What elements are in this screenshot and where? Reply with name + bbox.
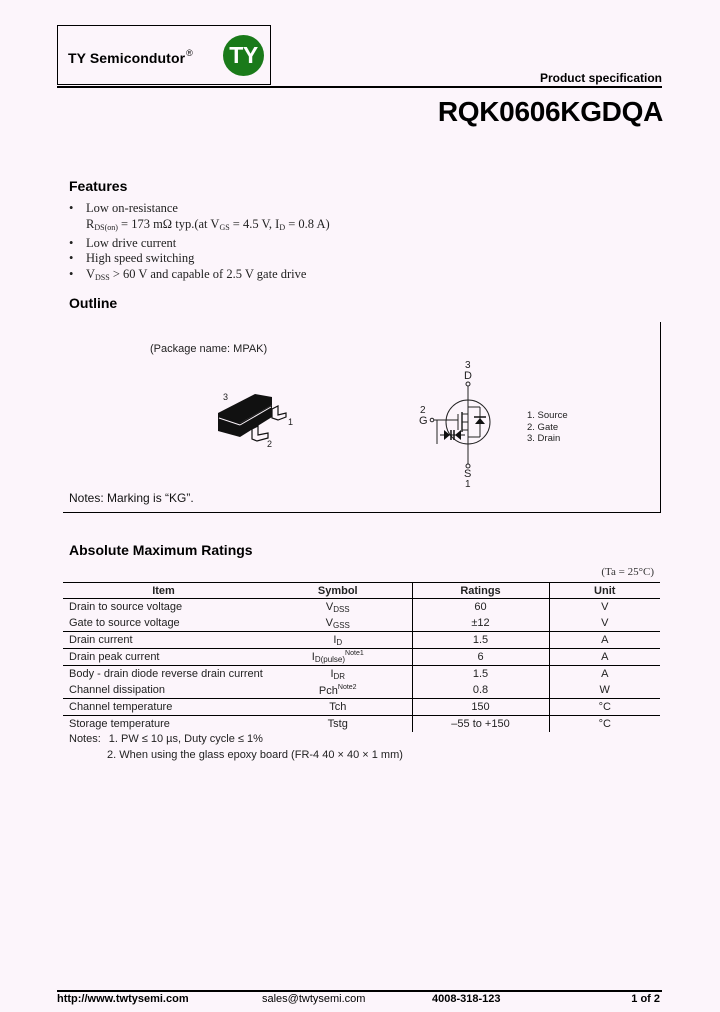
table-header-row	[63, 583, 660, 599]
feature-item: • Low drive current	[69, 235, 177, 250]
ty-logo-icon: TY	[223, 35, 264, 76]
table-row: Drain current $I_D$ 1.5 A	[63, 632, 660, 649]
svg-text:3: 3	[465, 360, 471, 371]
pin-legend: 1. Source 2. Gate 3. Drain	[527, 410, 568, 444]
ratings-notes: Notes: 1. PW ≤ 10 µs, Duty cycle ≤ 1% 2. When using the glass epoxy board (FR-4 40 × 40 × 1 mm)	[69, 733, 403, 761]
svg-text:1: 1	[288, 417, 294, 427]
col-ratings: Ratings	[412, 583, 549, 599]
temperature-condition: (Ta = 25°C)	[601, 566, 654, 578]
col-item: Item	[63, 583, 264, 599]
outline-heading: Outline	[69, 295, 118, 311]
page-number: 1 of 2	[631, 993, 660, 1005]
col-symbol: Symbol	[264, 583, 412, 599]
header-rule	[57, 86, 662, 88]
part-number-title: RQK0606KGDQA	[437, 96, 663, 127]
feature-item: • High speed switching	[69, 251, 195, 266]
bullet-icon: •	[69, 251, 74, 266]
brand-logo-box	[57, 25, 271, 85]
svg-text:2: 2	[420, 405, 426, 416]
table-row: Drain to source voltage $V_{DSS}$ 60 V	[63, 599, 660, 616]
package-name: (Package name: MPAK)	[150, 343, 268, 355]
marking-note: Notes: Marking is “KG”.	[69, 491, 194, 505]
features-list	[69, 201, 330, 286]
svg-text:1: 1	[465, 479, 471, 488]
footer-rule	[57, 990, 662, 992]
feature-item: • Low on-resistance $R_{DS(on)} = 173$ mΩ typ.(at $V_{GS} = 4.5$ V, $I_D = 0.8$ A)	[69, 201, 330, 236]
svg-text:G: G	[419, 415, 428, 427]
bullet-icon: •	[69, 235, 74, 250]
table-row: Channel dissipation Pch$^{Note2}$ 0.8 W	[63, 682, 660, 699]
svg-text:D: D	[464, 370, 472, 382]
bullet-icon: •	[69, 201, 74, 215]
brand-name: TY Semicondutor®	[68, 48, 193, 66]
table-row: Channel temperature Tch 150 °C	[63, 699, 660, 716]
table-row: Body - drain diode reverse drain current $I_{DR}$ 1.5 A	[63, 666, 660, 683]
doc-type-label: Product specification	[539, 71, 662, 85]
feature-item: • $V_{DSS} > 60$ V and capable of 2.5 V gate drive	[69, 267, 307, 283]
table-row: Gate to source voltage $V_{GSS}$ ±12 V	[63, 615, 660, 632]
ratings-heading: Absolute Maximum Ratings	[69, 542, 253, 558]
registered-mark: ®	[186, 48, 193, 58]
footer-website-link[interactable]: http://www.twtysemi.com	[57, 993, 189, 1005]
svg-text:2: 2	[267, 439, 273, 449]
bullet-icon: •	[69, 267, 74, 282]
table-row: Drain peak current $I_{D(pulse)}^{Note1}$ 6 A	[63, 649, 660, 666]
footer-email-link[interactable]: sales@twtysemi.com	[262, 993, 366, 1005]
mosfet-schematic-icon	[410, 358, 510, 488]
col-unit: Unit	[549, 583, 660, 599]
table-row: Storage temperature Tstg –55 to +150 °C	[63, 716, 660, 733]
footer-phone: 4008-318-123	[432, 993, 501, 1005]
feature-detail: $R_{DS(on)} = 173$ mΩ typ.(at $V_{GS} = 4.5$ V, $I_D = 0.8$ A)	[86, 216, 330, 232]
mpak-package-icon	[210, 385, 310, 450]
ratings-table	[63, 582, 660, 732]
svg-text:S: S	[464, 468, 472, 480]
svg-text:3: 3	[223, 392, 229, 402]
features-heading: Features	[69, 178, 128, 194]
